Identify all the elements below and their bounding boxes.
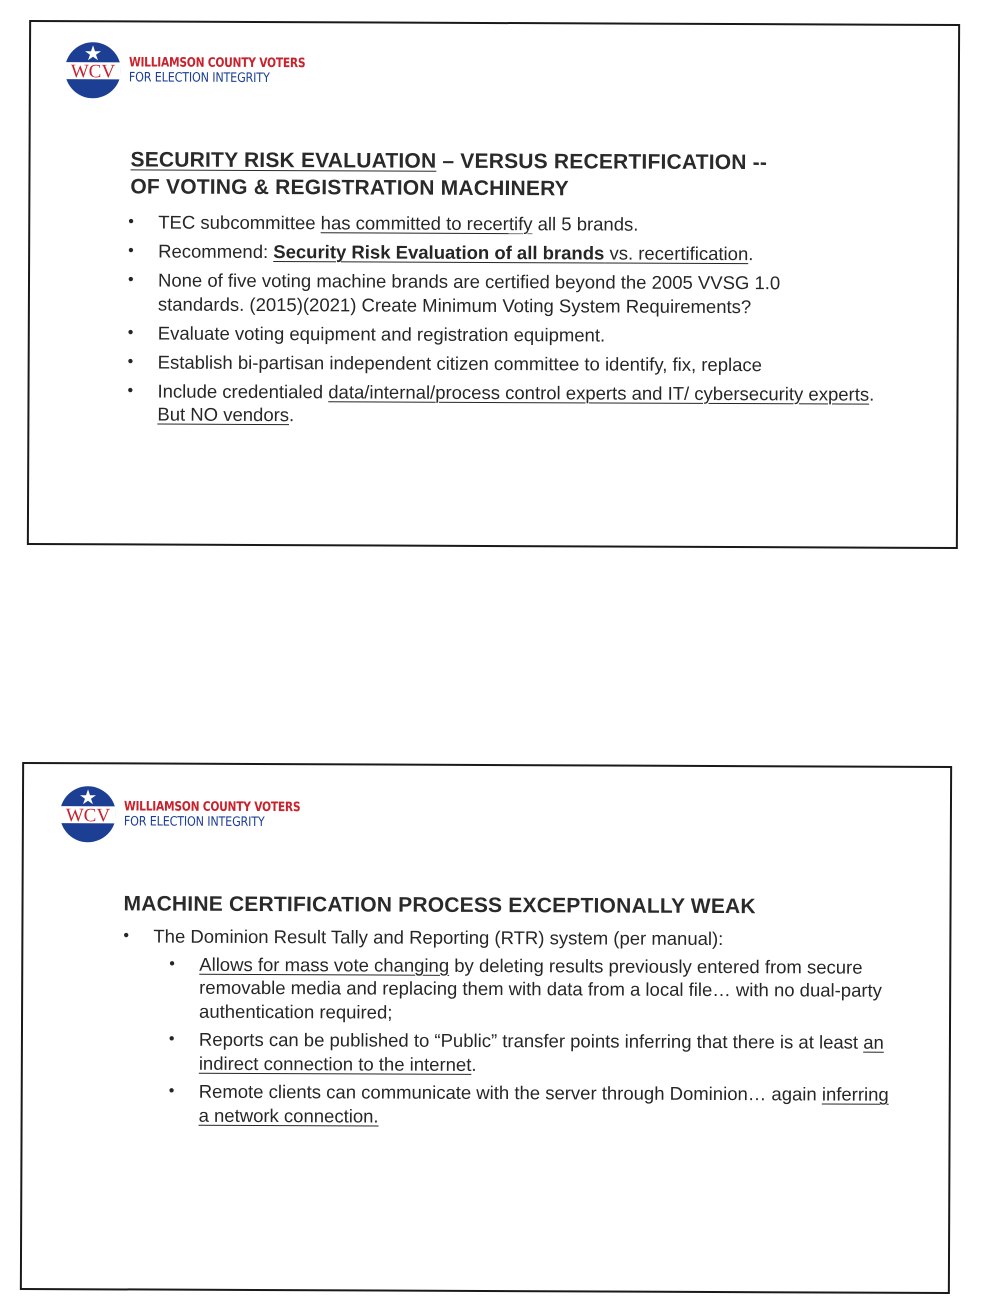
logo-line1: WILLIAMSON COUNTY VOTERS [128,55,306,72]
sub-bullet-remote-clients: • Remote clients can communicate with the server through Dominion… again inferring a network connection. [167,1080,903,1130]
slide-machine-certification [20,762,952,1294]
bullet-committee: • Establish bi-partisan independent citizen committee to identify, fix, replace [128,350,888,377]
bullet-recertify: • TEC subcommittee has committed to recertify all 5 brands. [128,210,888,237]
logo-line1: WILLIAMSON COUNTY VOTERS [123,799,301,816]
sub-bullet-mass-vote: • Allows for mass vote changing by deleting results previously entered from secure removable media and replacing them with data from a local file… with no dual-party authentication required; [167,952,903,1026]
slide2-title: MACHINE CERTIFICATION PROCESS EXCEPTIONALLY WEAK [123,892,756,919]
wcv-logo-mark [58,784,118,844]
title-rest: – VERSUS RECERTIFICATION -- [436,149,768,175]
slide1-title [130,146,870,203]
slide-security-risk-evaluation [27,20,960,549]
sub-bullets [153,952,904,1130]
wcv-logo [63,40,344,101]
bullet-experts: • Include credentialed data/internal/process control experts and IT/ cybersecurity experts. But NO vendors. [127,379,887,429]
logo-line2: FOR ELECTION INTEGRITY [128,70,270,87]
wcv-logo [58,784,339,845]
logo-mark-text: WCV [70,61,116,83]
bullet-recommend: • Recommend: Security Risk Evaluation of all brands vs. recertification. [128,239,888,266]
bullet-certified-beyond: • None of five voting machine brands are certified beyond the 2005 VVSG 1.0 standards. (2015)(2021) Create Minimum Voting System Requirements? [128,268,888,318]
wcv-logo-mark [63,40,123,100]
bullet-evaluate: • Evaluate voting equipment and registration equipment. [128,321,888,348]
sub-bullet-reports: • Reports can be published to “Public” transfer points inferring that there is at least an indirect connection to the internet. [167,1028,903,1078]
logo-line2: FOR ELECTION INTEGRITY [123,814,265,831]
slide2-bullets [123,924,904,1135]
bullet-dominion-rtr: • The Dominion Result Tally and Reporting (RTR) system (per manual): • Allows for mass vote changing by deleting results previously entered from secure removable media and replacing them with data from a local file… with no dual-party authentication required; • Reports can be published to “Public” transfer points inferring that there is at least an indirect connection to the internet. • Remote clients can communicate with the server through Dominion… again inferring a network connection. [123,924,904,1129]
slide1-bullets [127,210,888,434]
title-underlined: SECURITY RISK EVALUATION [130,148,437,173]
title-line2: OF VOTING & REGISTRATION MACHINERY [130,175,569,201]
logo-mark-text: WCV [65,805,111,827]
